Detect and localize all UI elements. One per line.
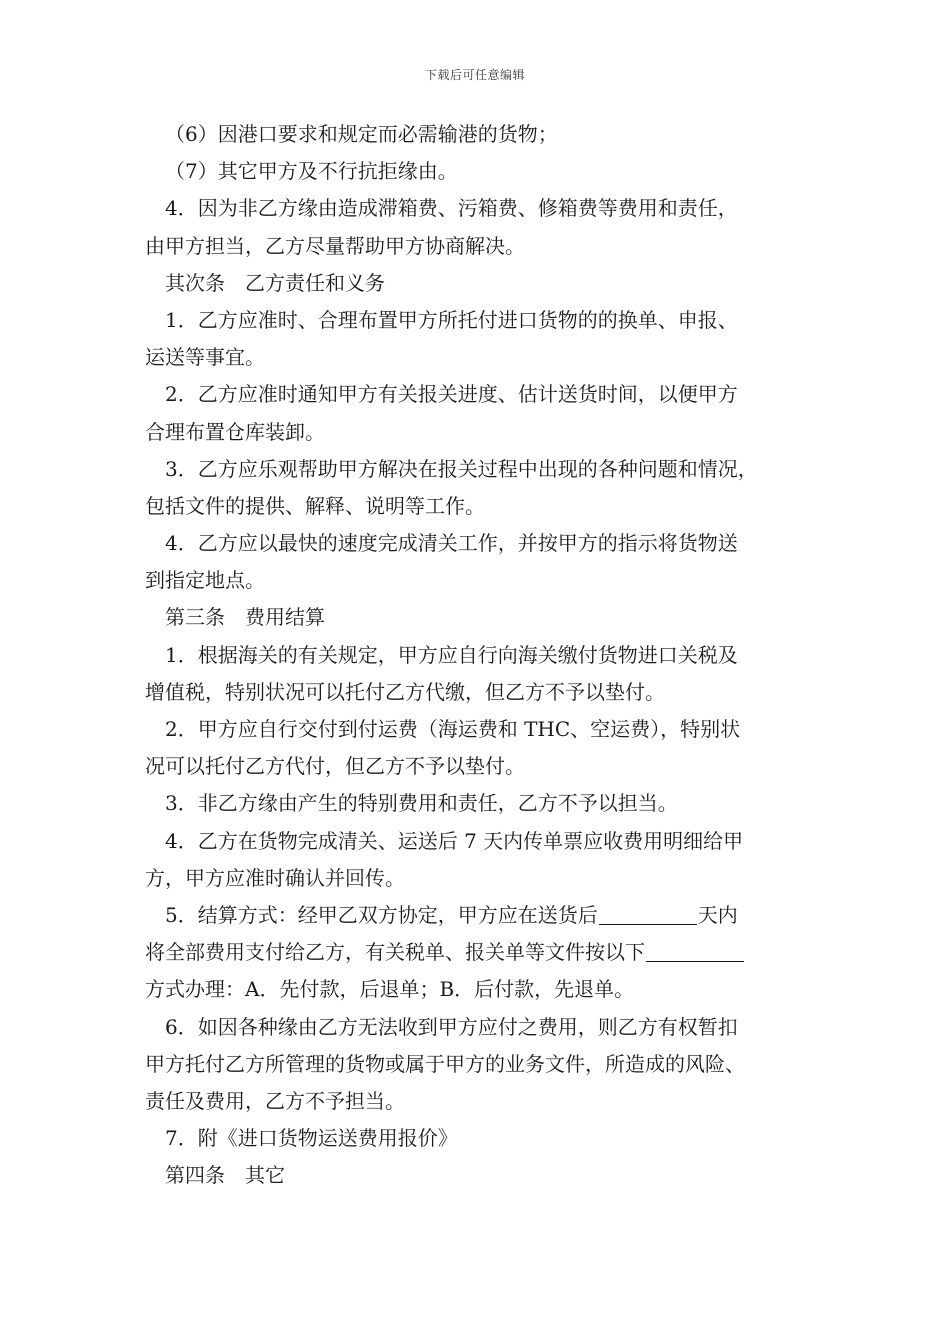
paragraph-line: 方式办理：A．先付款，后退单；B．后付款，先退单。: [145, 977, 635, 1002]
paragraph-line: 增值税，特别状况可以托付乙方代缴，但乙方不予以垫付。: [145, 679, 665, 704]
paragraph-line: 将全部费用支付给乙方，有关税单、报关单等文件按以下: [145, 934, 811, 971]
paragraph-line: 2．乙方应准时通知甲方有关报关进度、估计送货时间，以便甲方: [165, 382, 738, 407]
paragraph-line: 5．结算方式：经甲乙双方协定，甲方应在送货后 天内: [165, 902, 738, 927]
section-heading: 第三条 费用结算: [165, 605, 325, 630]
paragraph-line: 运送等事宜。: [145, 345, 265, 370]
paragraph-line: 合理布置仓库装卸。: [145, 419, 325, 444]
paragraph-line: 4．乙方应以最快的速度完成清关工作，并按甲方的指示将货物送: [165, 531, 738, 556]
paragraph-line: 包括文件的提供、解释、说明等工作。: [145, 493, 485, 518]
paragraph-line: 3．乙方应乐观帮助甲方解决在报关过程中出现的各种问题和情况，: [165, 456, 758, 481]
section-heading: 第四条 其它: [165, 1163, 285, 1188]
paragraph-line: 4．乙方在货物完成清关、运送后 7 天内传单票应收费用明细给甲: [165, 828, 744, 853]
paragraph-line: 4．因为非乙方缘由造成滞箱费、污箱费、修箱费等费用和责任，: [165, 196, 738, 221]
paragraph-line: 6．如因各种缘由乙方无法收到甲方应付之费用，则乙方有权暂扣: [165, 1014, 738, 1039]
fill-in-blank-days[interactable]: [599, 904, 697, 925]
paragraph-line: 1．乙方应准时、合理布置甲方所托付进口货物的的换单、申报、: [165, 307, 738, 332]
fill-in-blank-method[interactable]: [646, 941, 744, 962]
page-header-note: 下载后可任意编辑: [424, 68, 525, 82]
document-body: [145, 116, 811, 1194]
paragraph-line: （6）因港口要求和规定而必需输港的货物；: [165, 122, 558, 146]
paragraph-line: 方，甲方应准时确认并回传。: [145, 865, 405, 890]
section-heading: 其次条 乙方责任和义务: [165, 270, 385, 295]
paragraph-line: 由甲方担当，乙方尽量帮助甲方协商解决。: [145, 233, 525, 258]
paragraph-line: 责任及费用，乙方不予担当。: [145, 1088, 405, 1113]
paragraph-line: 况可以托付乙方代付，但乙方不予以垫付。: [145, 754, 525, 779]
paragraph-line: 2．甲方应自行交付到付运费（海运费和 THC、空运费），特别状: [165, 717, 741, 741]
paragraph-line: 3．非乙方缘由产生的特别费用和责任，乙方不予以担当。: [165, 791, 678, 816]
paragraph-line: 甲方托付乙方所管理的货物或属于甲方的业务文件，所造成的风险、: [145, 1051, 745, 1076]
paragraph-line: 1．根据海关的有关规定，甲方应自行向海关缴付货物进口关税及: [165, 642, 738, 667]
paragraph-line: （7）其它甲方及不行抗拒缘由。: [165, 159, 458, 184]
paragraph-line: 7．附《进口货物运送费用报价》: [165, 1126, 458, 1151]
paragraph-line: 到指定地点。: [145, 568, 265, 593]
